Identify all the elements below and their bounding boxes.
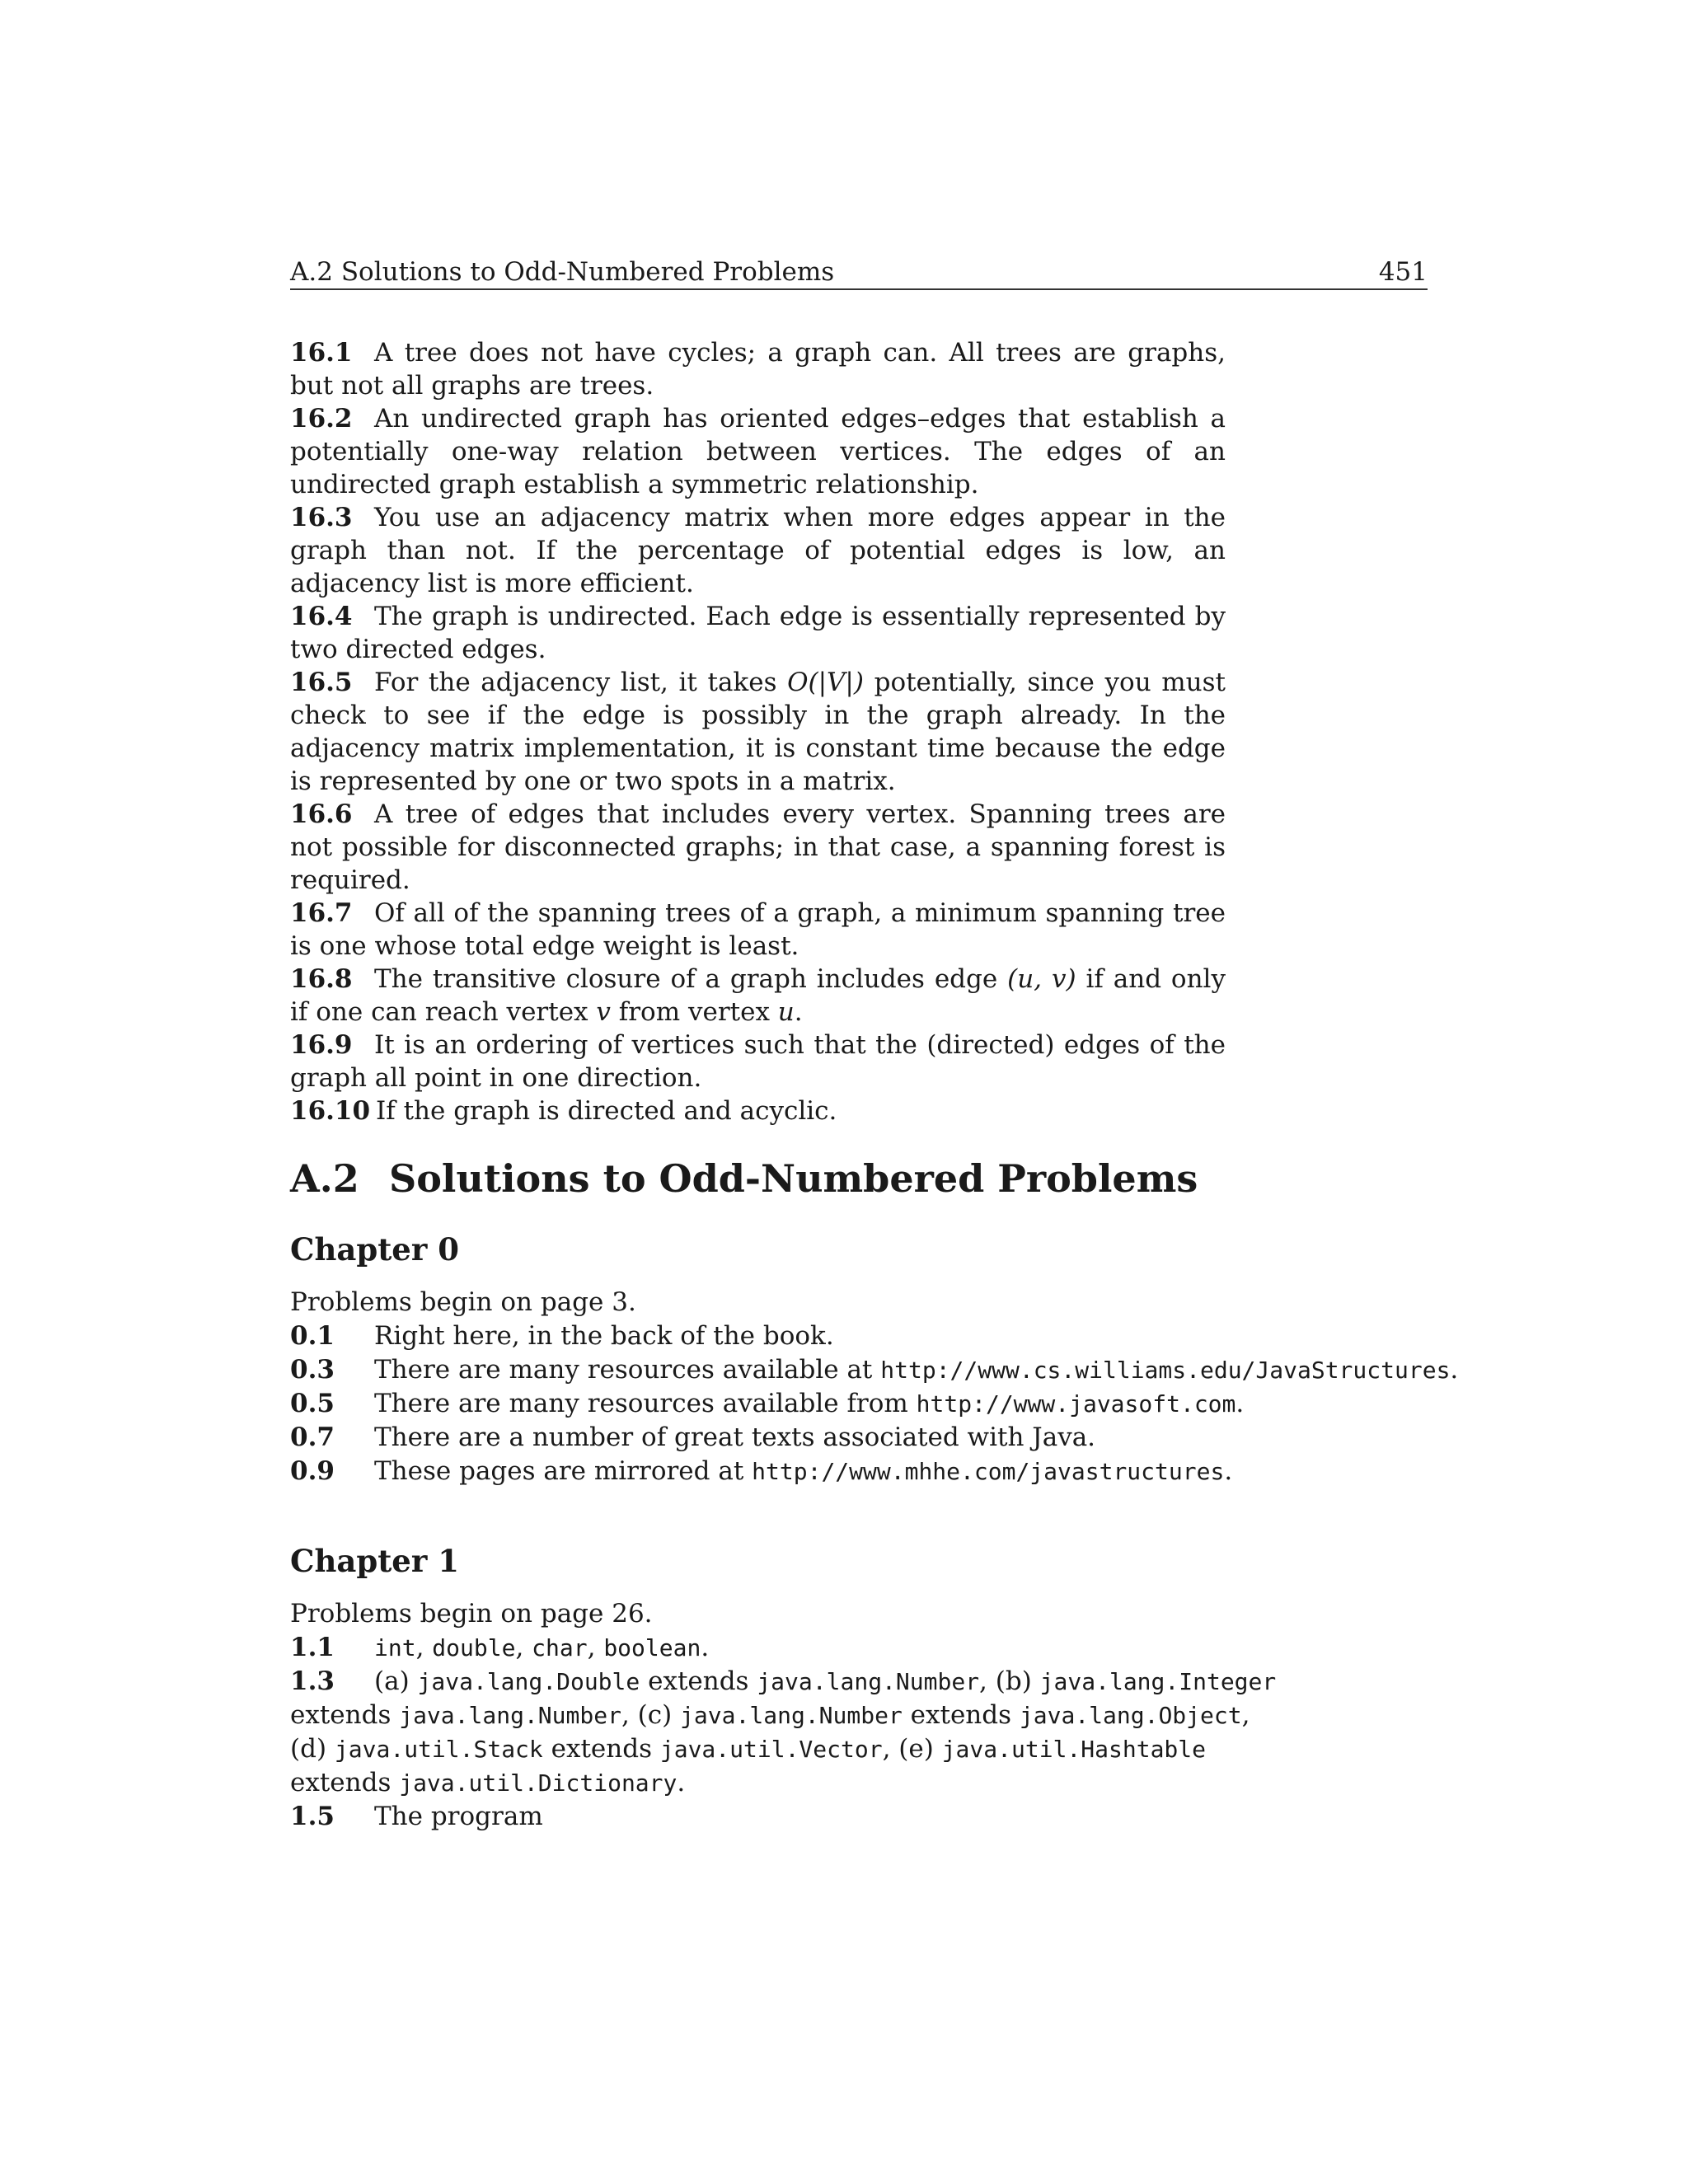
answer-text: The graph is undirected. Each edge is essentially represented by two directed edges. [290,602,1226,664]
answer-text: There are a number of great texts associated with Java. [374,1422,1096,1452]
answer-number: 16.4 [290,602,353,631]
answer-item [290,666,1226,798]
answer-item [290,501,1226,600]
punctuation: , [415,1633,433,1662]
page-number: 451 [1378,257,1428,287]
answer-item [290,1319,1444,1353]
code-term: java.lang.Integer [1039,1668,1277,1695]
punctuation: . [701,1633,710,1662]
answer-item [290,798,1226,897]
answer-number: 16.2 [290,404,353,434]
answer-number: 0.3 [290,1355,335,1385]
url-link[interactable]: http://www.cs.williams.edu/JavaStructures [880,1357,1451,1384]
answer-number: 16.3 [290,503,353,532]
chapter-1-answers [290,1597,1444,1834]
math-expression: (u, v) [1007,964,1076,994]
punctuation: . [1450,1355,1459,1385]
chapter-intro: Problems begin on page 3. [290,1287,636,1317]
answer-number: 1.1 [290,1633,335,1662]
code-term: java.lang.Number [399,1702,621,1729]
item-label: (a) [374,1666,410,1696]
answer-number: 16.6 [290,799,353,829]
answer-text: extends [551,1734,652,1764]
section-heading [290,1154,1198,1203]
answer-text: A tree does not have cycles; a graph can. All trees are graphs, but not all graphs are trees. [290,338,1226,401]
answer-text: An undirected graph has oriented edges–edges that establish a potentially one-way relation between vertices. The edges of an undirected graph establish a symmetric relationship. [290,404,1226,499]
answer-item [290,402,1226,501]
answer-text: For the adjacency list, it takes [374,668,777,697]
answer-number: 1.3 [290,1666,335,1696]
url-link[interactable]: http://www.javasoft.com [916,1390,1236,1418]
code-term: java.lang.Double [417,1668,640,1695]
answer-number: 16.1 [290,338,353,368]
code-term: java.util.Vector [659,1736,883,1763]
answer-item [290,1631,1444,1665]
answer-continuation: (d) java.util.Stack extends java.util.Vector, (e) java.util.Hashtable [290,1734,1206,1764]
code-term: char [532,1634,588,1661]
header-title: A.2 Solutions to Odd-Numbered Problems [290,257,835,287]
answer-text: extends [648,1666,749,1696]
chapter-0-answers [290,1286,1459,1488]
answer-text: . [794,997,803,1027]
answer-text: potentially, since you must check to see if the edge is possibly in the graph already. In the adjacency matrix implementation, it is constant time because the edge is represented by one or two spots in a matrix. [290,668,1226,796]
answer-continuation: extends java.lang.Number, (c) java.lang.Number extends java.lang.Object, [290,1700,1250,1730]
item-label: (d) [290,1734,327,1764]
answer-number: 16.7 [290,898,353,928]
code-term: int [374,1634,416,1661]
running-header [290,255,1428,290]
answer-number: 16.9 [290,1030,353,1060]
chapter-1-heading: Chapter 1 [290,1543,459,1579]
chapter-intro: Problems begin on page 26. [290,1599,653,1629]
answer-item [290,1455,1444,1488]
punctuation: , [515,1633,532,1662]
chapter-16-answers [290,336,1226,1127]
answer-item [290,1800,1444,1834]
math-expression: v [596,997,611,1027]
url-link[interactable]: http://www.mhhe.com/javastructures [752,1458,1225,1485]
answer-item [290,963,1226,1029]
punctuation: . [1236,1389,1245,1418]
code-term: boolean [603,1634,701,1661]
item-label: (c) [637,1700,673,1730]
code-term: java.util.Dictionary [399,1769,678,1797]
answer-item [290,336,1226,402]
code-term: java.util.Hashtable [941,1736,1206,1763]
code-term: java.util.Stack [334,1736,543,1763]
punctuation: . [1224,1456,1233,1486]
answer-text: The transitive closure of a graph includes edge [374,964,998,994]
answer-text: extends [290,1768,392,1797]
answer-item [290,1094,1226,1127]
answer-text: If the graph is directed and acyclic. [376,1096,837,1126]
code-term: java.lang.Number [757,1668,980,1695]
answer-number: 1.5 [290,1802,335,1831]
math-expression: O(|V|) [787,668,864,697]
punctuation: , [587,1633,604,1662]
answer-text: The program [374,1802,543,1831]
answer-item [290,1029,1226,1094]
chapter-0-heading: Chapter 0 [290,1231,459,1268]
answer-number: 0.9 [290,1456,335,1486]
answer-item: 1.3 (a) java.lang.Double extends java.lang.Number, (b) java.lang.Integer [290,1665,1444,1699]
item-label: (e) [898,1734,934,1764]
answer-text: Of all of the spanning trees of a graph, a minimum spanning tree is one whose total edge weight is least. [290,898,1226,961]
answer-text: These pages are mirrored at [374,1456,744,1486]
section-title: Solutions to Odd-Numbered Problems [389,1156,1198,1201]
answer-number: 0.7 [290,1422,335,1452]
answer-number: 16.10 [290,1096,371,1126]
code-term: java.lang.Number [680,1702,903,1729]
answer-item [290,1387,1444,1421]
answer-number: 16.5 [290,668,353,697]
item-label: (b) [995,1666,1032,1696]
answer-text: There are many resources available at [374,1355,873,1385]
answer-item [290,1421,1444,1455]
answer-item [290,600,1226,666]
answer-text: You use an adjacency matrix when more edges appear in the graph than not. If the percentage of potential edges is low, an adjacency list is more efficient. [290,503,1226,598]
code-term: java.lang.Object [1019,1702,1242,1729]
answer-text: A tree of edges that includes every vertex. Spanning trees are not possible for disconnected graphs; in that case, a spanning forest is required. [290,799,1226,895]
answer-text: if and only if one can reach vertex [290,964,1226,1027]
answer-text: extends [290,1700,392,1730]
answer-number: 0.5 [290,1389,335,1418]
answer-text: It is an ordering of vertices such that the (directed) edges of the graph all point in one direction. [290,1030,1226,1093]
math-expression: u [777,997,795,1027]
answer-item [290,897,1226,963]
answer-text: from vertex [618,997,770,1027]
answer-text: Right here, in the back of the book. [374,1321,834,1351]
code-term: double [432,1634,516,1661]
answer-text: There are many resources available from [374,1389,908,1418]
answer-number: 0.1 [290,1321,335,1351]
answer-item [290,1353,1459,1387]
answer-text: extends [910,1700,1012,1730]
answer-number: 16.8 [290,964,353,994]
answer-continuation: extends java.util.Dictionary. [290,1768,686,1797]
section-number: A.2 [290,1156,359,1201]
